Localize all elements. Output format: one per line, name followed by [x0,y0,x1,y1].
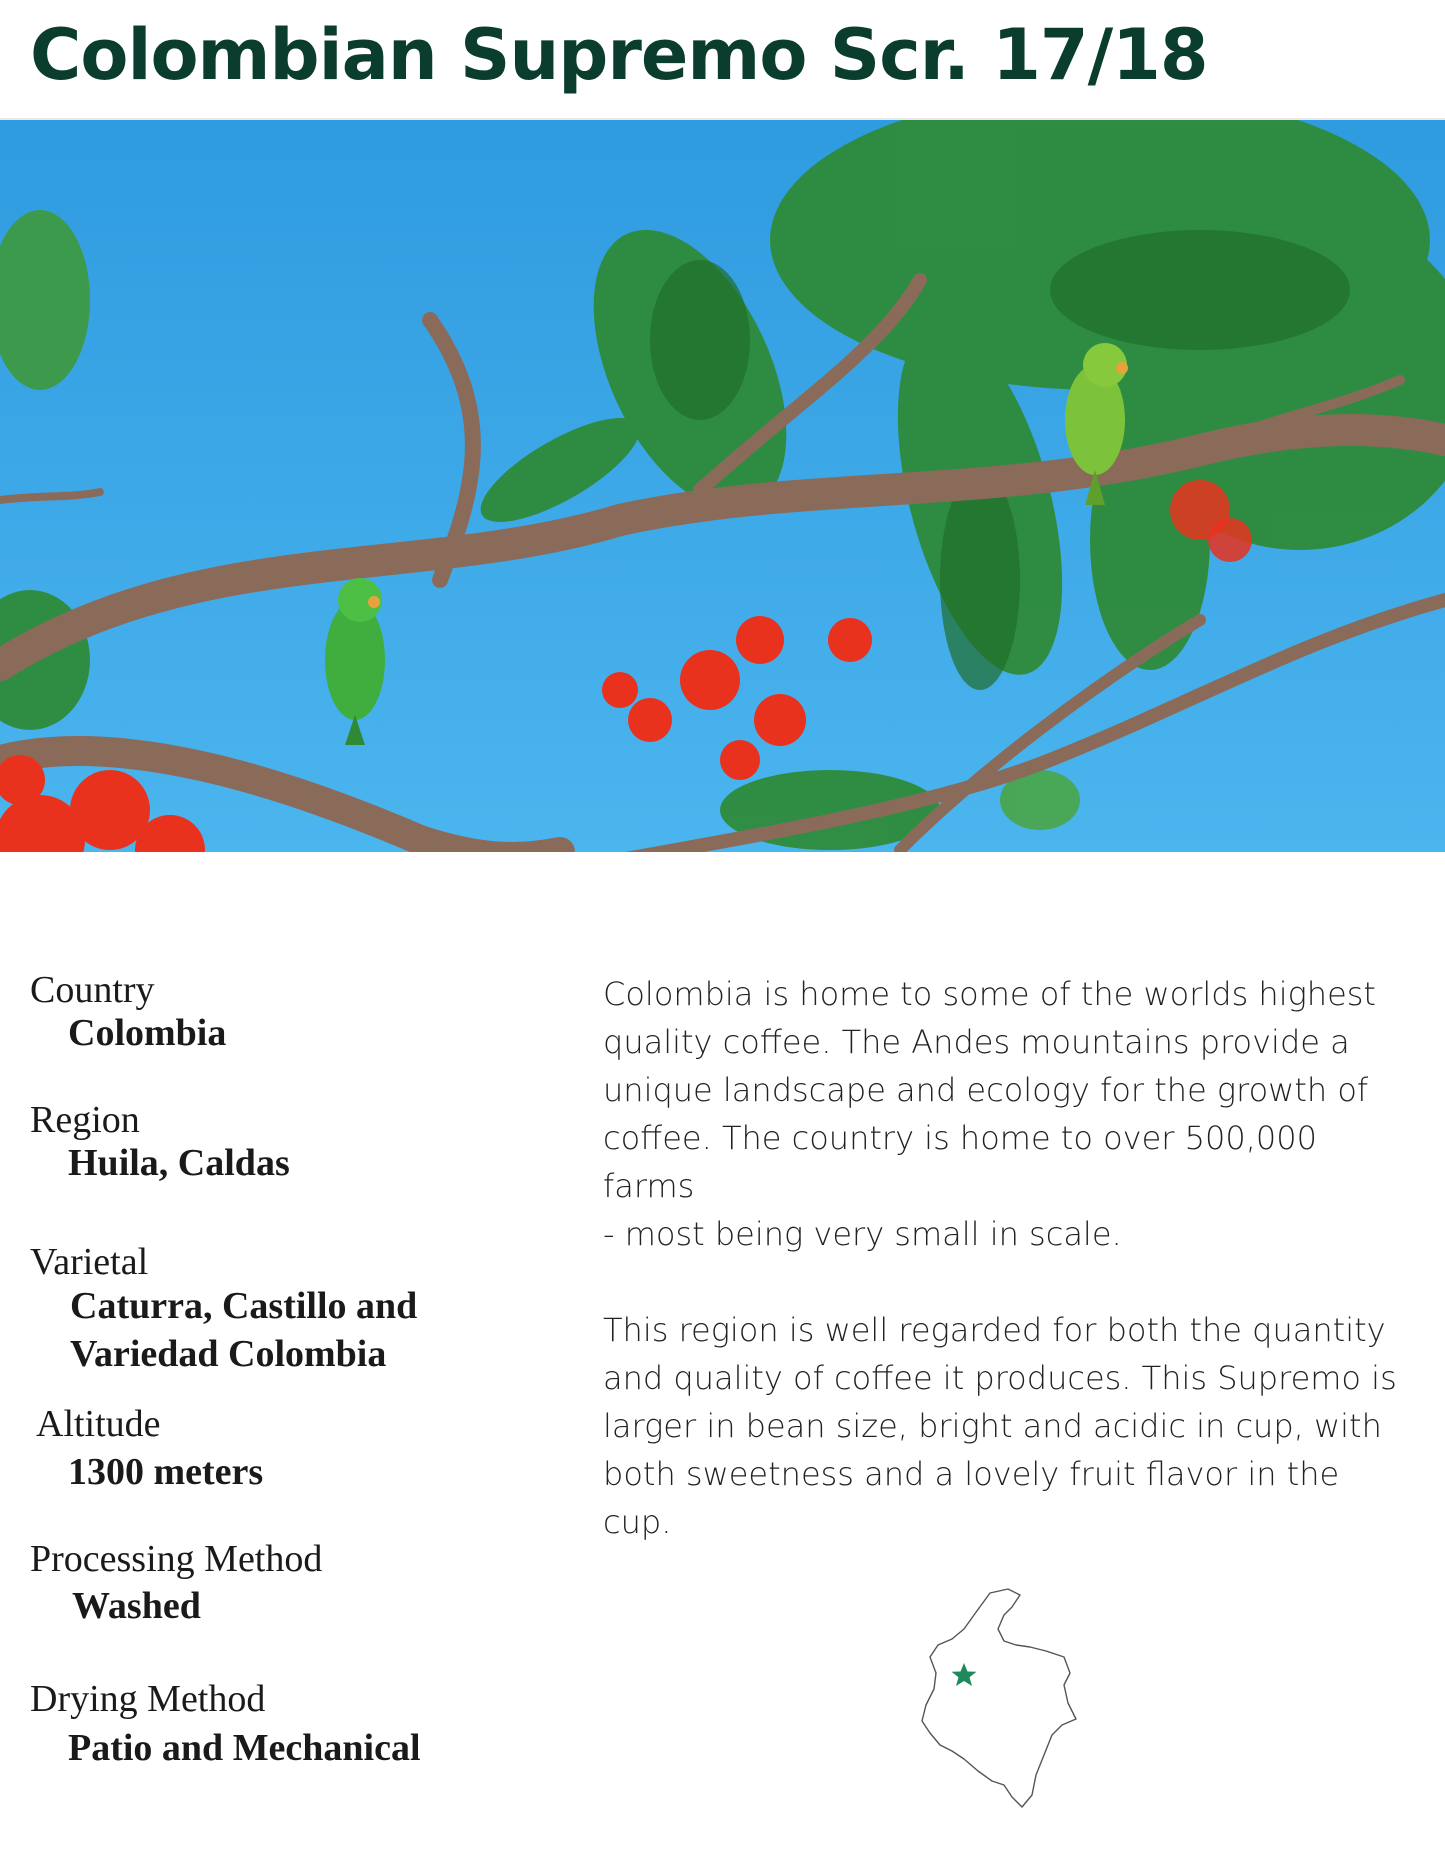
varietal-value-line1: Caturra, Castillo and [70,1285,418,1327]
description-paragraph-1: Colombia is home to some of the worlds highest quality coffee. The Andes mountains provide a unique landscape and ecology for the growth of coffee. The country is home to over 500,000 farms - most being very small in scale. [603,975,1376,1253]
description [603,970,1403,1546]
colombia-map-icon [912,1585,1082,1815]
processing-method-label: Processing Method [30,1538,323,1580]
processing-method-value: Washed [72,1585,201,1627]
varietal-value-line2: Variedad Colombia [70,1333,387,1375]
drying-method-label: Drying Method [30,1678,266,1720]
country-label: Country [30,969,155,1011]
region-value: Huila, Caldas [68,1142,290,1184]
varietal-label: Varietal [30,1241,149,1283]
parrots-tree-image [0,120,1445,852]
page-title: Colombian Supremo Scr. 17/18 [30,14,1208,96]
hero-photo [0,118,1445,852]
description-paragraph-2: This region is well regarded for both the quantity and quality of coffee it produces. This Supremo is larger in bean size, bright and acidic in cup, with both sweetness and a lovely fruit flavor in the cup. [603,1311,1397,1541]
country-value: Colombia [68,1012,227,1054]
drying-method-value: Patio and Mechanical [68,1727,421,1769]
region-label: Region [30,1099,140,1141]
altitude-value: 1300 meters [68,1451,264,1493]
altitude-label: Altitude [36,1403,161,1445]
